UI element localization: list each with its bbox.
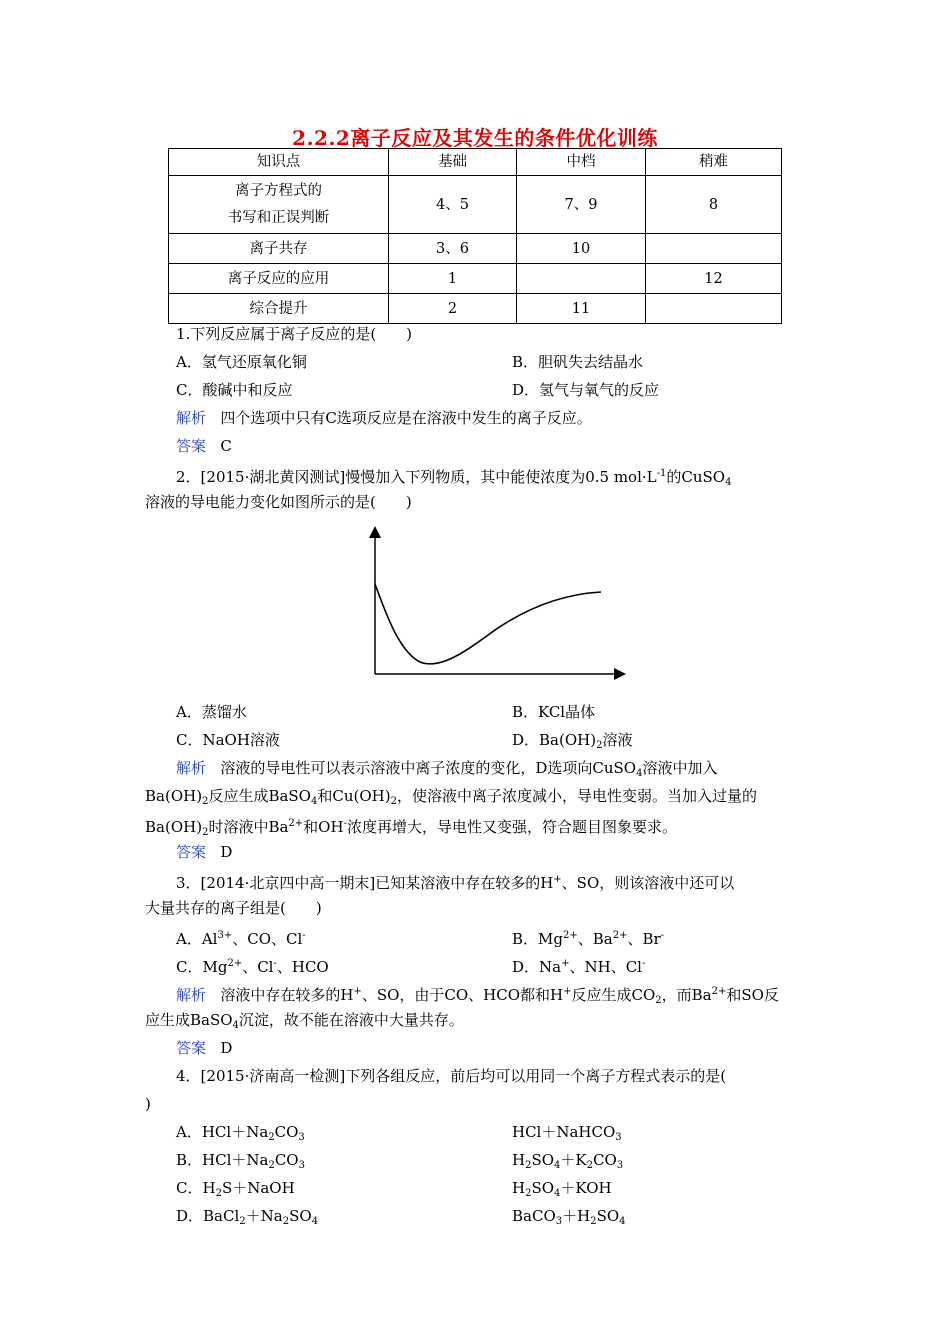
- table-cell: 离子反应的应用: [169, 264, 389, 294]
- sub: 4: [232, 1020, 239, 1031]
- text: B．Mg: [512, 930, 563, 948]
- sup: -: [343, 818, 347, 829]
- text: 3．[2014·北京四中高一期末]已知某溶液中存在较多的H: [176, 874, 554, 892]
- text: ＋Na: [245, 1207, 283, 1225]
- q2-option-b: B．KCl晶体: [512, 703, 596, 721]
- text: 2．[2015·湖北黄冈测试]慢慢加入下列物质，其中能使浓度为0.5 mol·L: [176, 468, 657, 486]
- page-title: 2.2.2离子反应及其发生的条件优化训练: [292, 126, 658, 150]
- sup: +: [553, 874, 562, 885]
- q4-option-d-left: [176, 1206, 318, 1232]
- sub: 2: [202, 827, 209, 838]
- text: 、CO、Cl: [232, 930, 303, 948]
- text: 、NH、Cl: [569, 958, 642, 976]
- q3-option-d: [512, 954, 645, 977]
- sub: 3: [616, 1160, 624, 1171]
- q2-option-a: A．蒸馏水: [176, 703, 247, 721]
- text: CO: [274, 1123, 299, 1141]
- text: ＋KOH: [560, 1179, 612, 1197]
- q4-stem-line1: 4．[2015·济南高一检测]下列各组反应，前后均可以用同一个离子方程式表示的是(: [176, 1067, 727, 1085]
- text: 时溶液中Ba: [208, 818, 289, 836]
- text: H: [512, 1151, 526, 1169]
- table-cell: 3、6: [389, 234, 517, 264]
- sup: -: [302, 930, 306, 941]
- sub: 2: [655, 995, 662, 1006]
- analysis-text: 四个选项中只有C选项反应是在溶液中发生的离子反应。: [220, 409, 592, 427]
- sup: -: [660, 930, 665, 941]
- text: 溶液中存在较多的H: [220, 986, 354, 1004]
- sub: 4: [619, 1216, 626, 1227]
- text: 溶液的导电性可以表示溶液中离子浓度的变化，D选项向CuSO: [220, 759, 637, 777]
- analysis-label: 解析: [176, 986, 207, 1004]
- sup: +: [561, 958, 570, 969]
- text: 和Cu(OH): [317, 787, 391, 805]
- sub: 4: [636, 768, 643, 779]
- text: D．BaCl: [176, 1207, 240, 1225]
- text: ，而Ba: [661, 986, 712, 1004]
- table-header: 基础: [389, 149, 517, 176]
- text: A．HCl＋Na: [176, 1123, 269, 1141]
- answer-value: D: [220, 843, 233, 861]
- text: 和SO反: [726, 986, 779, 1004]
- sup: -: [273, 958, 277, 969]
- text: 反应生成BaSO: [208, 787, 311, 805]
- table-header: 稍难: [646, 149, 782, 176]
- q1-analysis: [176, 408, 592, 428]
- q4-option-b-left: [176, 1150, 305, 1176]
- sub: 2: [525, 1160, 532, 1171]
- q4-option-d-right: [512, 1206, 626, 1232]
- q3-option-b: [512, 926, 664, 949]
- text: C．Mg: [176, 958, 228, 976]
- text: 反应生成CO: [571, 986, 656, 1004]
- table-cell: 离子共存: [169, 234, 389, 264]
- sub: 4: [311, 1216, 319, 1227]
- topic-line: 书写和正误判断: [227, 209, 330, 226]
- text: D．Ba(OH): [512, 731, 597, 749]
- text: BaCO: [512, 1207, 556, 1225]
- table-row: [169, 264, 782, 294]
- sub: 2: [282, 1216, 290, 1227]
- table-cell: 10: [517, 234, 646, 264]
- q4-option-b-right: [512, 1150, 623, 1176]
- table-cell: [646, 234, 782, 264]
- q3-option-a: [176, 926, 306, 949]
- table-cell: [169, 176, 389, 234]
- sup: 2+: [227, 958, 243, 969]
- text: 溶液: [602, 731, 633, 749]
- analysis-label: 解析: [176, 759, 207, 777]
- table-header: 知识点: [169, 149, 389, 176]
- text: Ba(OH): [145, 787, 203, 805]
- text: SO: [289, 1207, 312, 1225]
- text: 、Ba: [577, 930, 613, 948]
- q1-option-a: A．氢气还原氧化铜: [176, 353, 307, 371]
- sub: 2: [390, 796, 397, 807]
- text: H: [512, 1179, 526, 1197]
- table-header-row: [169, 149, 782, 176]
- table-cell: 12: [646, 264, 782, 294]
- sub: 3: [298, 1132, 305, 1143]
- sub: 4: [554, 1188, 561, 1199]
- text: 溶液中加入: [642, 759, 718, 777]
- sub: 4: [554, 1160, 561, 1171]
- text: ＋H: [562, 1207, 591, 1225]
- q2-stem-line1: [176, 464, 731, 493]
- sub: 3: [615, 1132, 622, 1143]
- text: B．HCl＋Na: [176, 1151, 269, 1169]
- knowledge-table: [168, 148, 782, 324]
- sub: 2: [596, 740, 603, 751]
- q3-analysis-line1: [176, 982, 779, 1011]
- q4-option-a-right: [512, 1122, 622, 1148]
- text: 的CuSO: [666, 468, 726, 486]
- text: CO: [593, 1151, 617, 1169]
- table-cell: [646, 294, 782, 324]
- text: SO: [531, 1179, 555, 1197]
- q2-stem-line2: 溶液的导电能力变化如图所示的是( ): [145, 493, 412, 511]
- text: 、SO，则该溶液中还可以: [561, 874, 735, 892]
- sub: 2: [525, 1188, 532, 1199]
- sup: 2+: [711, 986, 727, 997]
- text: 和OH: [303, 818, 344, 836]
- topic-line: 离子方程式的: [235, 182, 322, 199]
- sup: 2+: [288, 818, 304, 829]
- table-header: 中档: [517, 149, 646, 176]
- sub: 3: [555, 1216, 563, 1227]
- q3-option-c: [176, 954, 329, 977]
- sup: -1: [656, 468, 667, 479]
- q1-answer: [176, 436, 232, 456]
- table-cell: 11: [517, 294, 646, 324]
- sup: 2+: [612, 930, 628, 941]
- q3-analysis-line2: [145, 1010, 464, 1036]
- table-cell: 8: [646, 176, 782, 234]
- q3-stem-line2: 大量共存的离子组是( ): [145, 899, 322, 917]
- table-cell: 2: [389, 294, 517, 324]
- text: ，使溶液中离子浓度减小，导电性变弱。当加入过量的: [396, 787, 757, 805]
- answer-value: D: [220, 1039, 233, 1057]
- q1-option-c: C．酸碱中和反应: [176, 381, 293, 399]
- text: 沉淀，故不能在溶液中大量共存。: [238, 1011, 464, 1029]
- analysis-label: 解析: [176, 409, 207, 427]
- q2-answer: [176, 842, 232, 862]
- text: HCl＋NaHCO: [512, 1123, 616, 1141]
- sub: 2: [268, 1132, 275, 1143]
- q4-option-c-right: [512, 1178, 612, 1204]
- conductivity-curve: [375, 584, 601, 664]
- sup: 3+: [217, 930, 233, 941]
- q2-option-c: C．NaOH溶液: [176, 731, 280, 749]
- sub: 2: [215, 1188, 222, 1199]
- text: CO: [274, 1151, 299, 1169]
- sub: 4: [310, 796, 318, 807]
- q2-analysis-line2: [145, 786, 757, 812]
- sub: 2: [268, 1160, 275, 1171]
- answer-value: C: [220, 437, 232, 455]
- table-cell: 4、5: [389, 176, 517, 234]
- q3-answer: [176, 1038, 232, 1058]
- table-row: [169, 176, 782, 234]
- answer-label: 答案: [176, 843, 207, 861]
- table-cell: [517, 264, 646, 294]
- text: 、Br: [627, 930, 661, 948]
- text: Ba(OH): [145, 818, 203, 836]
- q2-analysis-line3: [145, 814, 677, 843]
- answer-label: 答案: [176, 1039, 207, 1057]
- text: ＋K: [560, 1151, 587, 1169]
- answer-label: 答案: [176, 437, 207, 455]
- text: C．H: [176, 1179, 216, 1197]
- q2-analysis-line1: [176, 758, 717, 784]
- sub: 2: [590, 1216, 597, 1227]
- text: 、SO，由于CO、HCO都和H: [361, 986, 564, 1004]
- sub: 3: [298, 1160, 305, 1171]
- sub: 4: [725, 477, 732, 488]
- sup: +: [563, 986, 572, 997]
- table-cell: 1: [389, 264, 517, 294]
- q1-option-d: D．氢气与氧气的反应: [512, 381, 660, 399]
- sup: -: [641, 958, 646, 969]
- q4-stem-line2: ): [145, 1095, 151, 1113]
- table-row: [169, 234, 782, 264]
- sub: 2: [239, 1216, 246, 1227]
- q4-option-c-left: [176, 1178, 295, 1204]
- q1-option-b: B．胆矾失去结晶水: [512, 353, 644, 371]
- q2-option-d: [512, 730, 632, 756]
- sub: 2: [586, 1160, 594, 1171]
- text: 应生成BaSO: [145, 1011, 233, 1029]
- table-cell: 7、9: [517, 176, 646, 234]
- text: 浓度再增大，导电性又变强，符合题目图象要求。: [346, 818, 677, 836]
- text: SO: [531, 1151, 555, 1169]
- text: D．Na: [512, 958, 562, 976]
- table-row: [169, 294, 782, 324]
- text: A．Al: [176, 930, 218, 948]
- text: SO: [596, 1207, 620, 1225]
- table-cell: 综合提升: [169, 294, 389, 324]
- text: 、Cl: [242, 958, 274, 976]
- sub: 2: [202, 796, 209, 807]
- q3-stem-line1: [176, 870, 734, 893]
- text: S＋NaOH: [221, 1179, 295, 1197]
- sup: +: [353, 986, 362, 997]
- sup: 2+: [562, 930, 578, 941]
- conductivity-graph: [355, 522, 630, 694]
- text: 、HCO: [276, 958, 329, 976]
- q4-option-a-left: [176, 1122, 305, 1148]
- q1-stem: 1.下列反应属于离子反应的是( ): [176, 325, 413, 343]
